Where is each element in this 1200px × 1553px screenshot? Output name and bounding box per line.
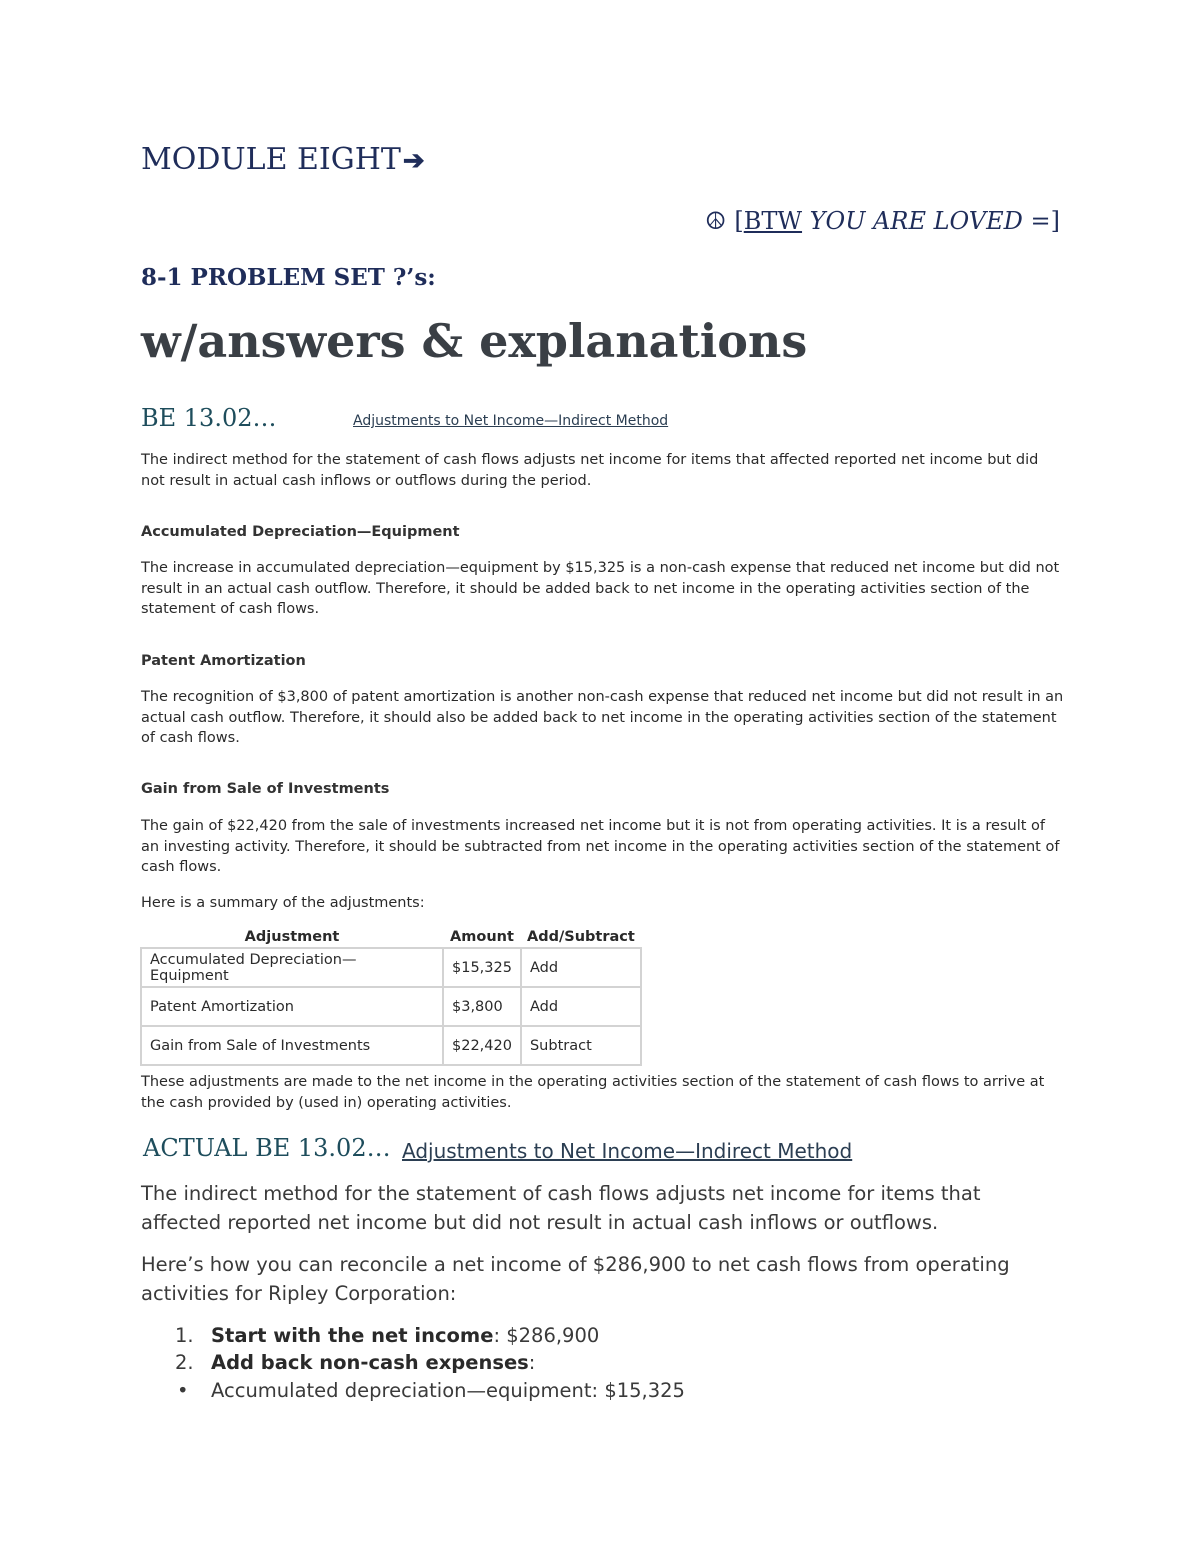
section-body-depreciation: The increase in accumulated depreciation—equipment by $15,325 is a non-cash expense that reduced net income but did not result in an actual cash outflow. Therefore, it should be added back to net income in the operating activities section of the statement of cash flows.	[141, 560, 1060, 617]
column-header-adjustment: Adjustment	[244, 929, 340, 945]
list-item-text: :	[528, 1351, 536, 1374]
section-title-amortization: Patent Amortization	[141, 653, 306, 669]
peace-sign-icon: ☮	[704, 207, 727, 235]
table-cell: Add	[521, 948, 641, 987]
list-item-bold: Start with the net income	[211, 1324, 494, 1347]
list-marker: •	[177, 1379, 189, 1402]
list-marker: 2.	[175, 1351, 194, 1374]
list-item-text: : $286,900	[493, 1324, 600, 1347]
module-title-text: MODULE EIGHT	[141, 142, 401, 177]
summary-intro: Here is a summary of the adjustments:	[141, 895, 425, 911]
loved-close: =]	[1030, 207, 1060, 235]
list-item-text: Accumulated depreciation—equipment: $15,325	[211, 1379, 685, 1402]
table-cell: $22,420	[443, 1026, 521, 1065]
actual-be-subheading: Adjustments to Net Income—Indirect Method	[402, 1139, 853, 1163]
table-row	[141, 987, 641, 1026]
list-item	[141, 1351, 535, 1374]
section-title-gain: Gain from Sale of Investments	[141, 781, 390, 797]
table-cell: Patent Amortization	[141, 987, 443, 1026]
list-item	[141, 1379, 685, 1402]
table-header-row	[141, 927, 641, 948]
list-item	[141, 1324, 599, 1347]
actual-paragraph-2: Here’s how you can reconcile a net income of $286,900 to net cash flows from operating activities for Ripley Corporation:	[141, 1253, 1010, 1305]
table-closing-note: These adjustments are made to the net income in the operating activities section of the statement of cash flows to arrive at the cash provided by (used in) operating activities.	[141, 1074, 1045, 1111]
table-cell: Gain from Sale of Investments	[141, 1026, 443, 1065]
table-row	[141, 1026, 641, 1065]
be-heading: BE 13.02…	[141, 404, 277, 432]
be-subheading: Adjustments to Net Income—Indirect Method	[353, 413, 669, 429]
table-cell: $15,325	[443, 948, 521, 987]
table-row	[141, 948, 641, 987]
arrow-right-icon: ➔	[402, 146, 425, 176]
actual-be-heading: ACTUAL BE 13.02…	[143, 1134, 391, 1162]
loved-note	[705, 207, 1060, 235]
actual-paragraph-1: The indirect method for the statement of cash flows adjusts net income for items that affected reported net income but did not result in actual cash inflows or outflows.	[141, 1182, 981, 1234]
column-header-add-subtract: Add/Subtract	[526, 929, 635, 945]
column-header-amount: Amount	[450, 929, 514, 945]
table-cell: Accumulated Depreciation—Equipment	[141, 948, 443, 987]
loved-btw: BTW	[743, 207, 803, 235]
list-marker: 1.	[175, 1324, 194, 1347]
module-title	[141, 142, 425, 177]
list-item-bold: Add back non-cash expenses	[211, 1351, 529, 1374]
adjustments-table	[140, 927, 642, 1066]
section-body-gain: The gain of $22,420 from the sale of investments increased net income but it is not from operating activities. It is a result of an investing activity. Therefore, it should be subtracted from net income in the operating activities section of the statement of cash flows.	[141, 818, 1060, 875]
section-body-amortization: The recognition of $3,800 of patent amortization is another non-cash expense that reduced net income but did not result in an actual cash outflow. Therefore, it should also be added back to net income in the operating activities section of the statement of cash flows.	[141, 689, 1064, 746]
be-intro: The indirect method for the statement of cash flows adjusts net income for items that affected reported net income but did not result in actual cash inflows or outflows during the period.	[141, 452, 1039, 489]
loved-text: YOU ARE LOVED	[802, 207, 1031, 235]
table-cell: $3,800	[443, 987, 521, 1026]
table-cell: Add	[521, 987, 641, 1026]
problem-set-title: 8-1 PROBLEM SET ?’s:	[141, 264, 436, 291]
page-title: w/answers & explanations	[141, 314, 808, 368]
loved-open-bracket: [	[734, 207, 744, 235]
section-title-depreciation: Accumulated Depreciation—Equipment	[141, 524, 460, 540]
table-cell: Subtract	[521, 1026, 641, 1065]
